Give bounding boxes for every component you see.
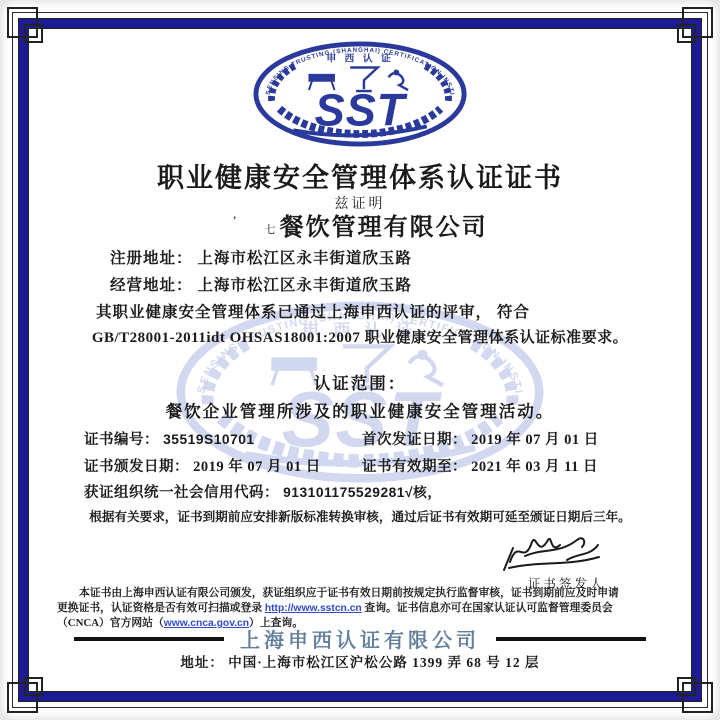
credit-code-line (84, 481, 442, 502)
signer-label: 证书签发人 (528, 577, 606, 591)
issuer-address-value: 中国·上海市松江区沪松公路 1399 弄 68 号 12 层 (228, 655, 540, 670)
fine-print-line-1: 本证书由上海申西认证有限公司颁发，获证组织应于证书有效日期前按规定执行监督审核，证书到期前应及时申请 (79, 587, 619, 599)
certificate-fields-row-2 (84, 455, 672, 476)
valid-until-value: 2021 年 03 月 11 日 (471, 459, 598, 475)
first-issue-label: 首次发证日期： (362, 432, 467, 448)
certificate-fields-row-1 (84, 428, 672, 449)
issuer-address-label: 地址： (180, 655, 224, 670)
fine-print-line-2-pre: 更换证书，认证资格是否有效可扫描或登录 (57, 601, 265, 614)
issue-date-value: 2019 年 07 月 01 日 (193, 459, 321, 475)
issuer-right-bar (496, 637, 646, 641)
company-name: 餐饮管理有限公司 (279, 215, 488, 241)
issuer-name: 上海申西认证有限公司 (240, 630, 480, 652)
scope-text: 餐饮企业管理所涉及的职业健康安全管理活动。 (165, 402, 555, 421)
scope-label: 认证范围： (313, 374, 407, 393)
business-address-label: 经营地址： (110, 277, 193, 294)
fine-print-line-3-pre: （CNCA）官方网站（ (57, 617, 164, 629)
fine-print-line-3-post: ）上查询。 (249, 617, 304, 629)
certify-intro: 兹证明 (334, 197, 386, 212)
registered-address-label: 注册地址： (110, 250, 193, 267)
fine-print-line-2-post: 查询。证书信息亦可在国家认证认可监督管理委员会 (361, 601, 613, 614)
first-issue-value: 2019 年 07 月 01 日 (471, 432, 599, 448)
cert-no-value: 35519S10701 (163, 432, 255, 447)
renewal-note: 根据有关要求，证书到期前应安排新版标准转换审核，通过后证书有效期可延至颁证日期后三年。 (89, 510, 631, 524)
registered-address-line (0, 246, 720, 268)
issuer-address (0, 651, 720, 671)
business-address-line (0, 273, 720, 295)
company-prefix-mark: 七 (264, 224, 278, 236)
cert-no-label: 证书编号： (84, 432, 159, 448)
issuer-row (0, 624, 720, 653)
certificate-title: 职业健康安全管理体系认证证书 (157, 163, 563, 193)
credit-code-label: 获证组织统一社会信用代码： (84, 485, 279, 501)
credit-code-value: 913101175529281√核， (283, 485, 442, 500)
sst-logo-icon (252, 40, 468, 148)
company-line (0, 207, 720, 242)
valid-until-label: 证书有效期至： (362, 459, 467, 475)
registered-address-value: 上海市松江区永丰街道欣玉路 (197, 250, 412, 267)
statement-line-2: GB/T28001-2011idt OHSAS18001:2007 职业健康安全管理体系认证标准要求。 (91, 330, 629, 346)
issue-date-label: 证书颁发日期： (84, 459, 189, 475)
sstcn-link[interactable]: http://www.sstcn.cn (264, 602, 362, 614)
company-note-mark: ’ (232, 213, 239, 228)
issuer-left-bar (74, 637, 224, 641)
fine-print-line-2 (57, 601, 665, 617)
statement-line-1: 其职业健康安全管理体系已通过上海申西认证的评审， 符合 (96, 304, 530, 321)
business-address-value: 上海市松江区永丰街道欣玉路 (197, 277, 412, 294)
cnca-link[interactable]: www.cnca.gov.cn (163, 618, 250, 629)
signer-signature (497, 530, 607, 576)
